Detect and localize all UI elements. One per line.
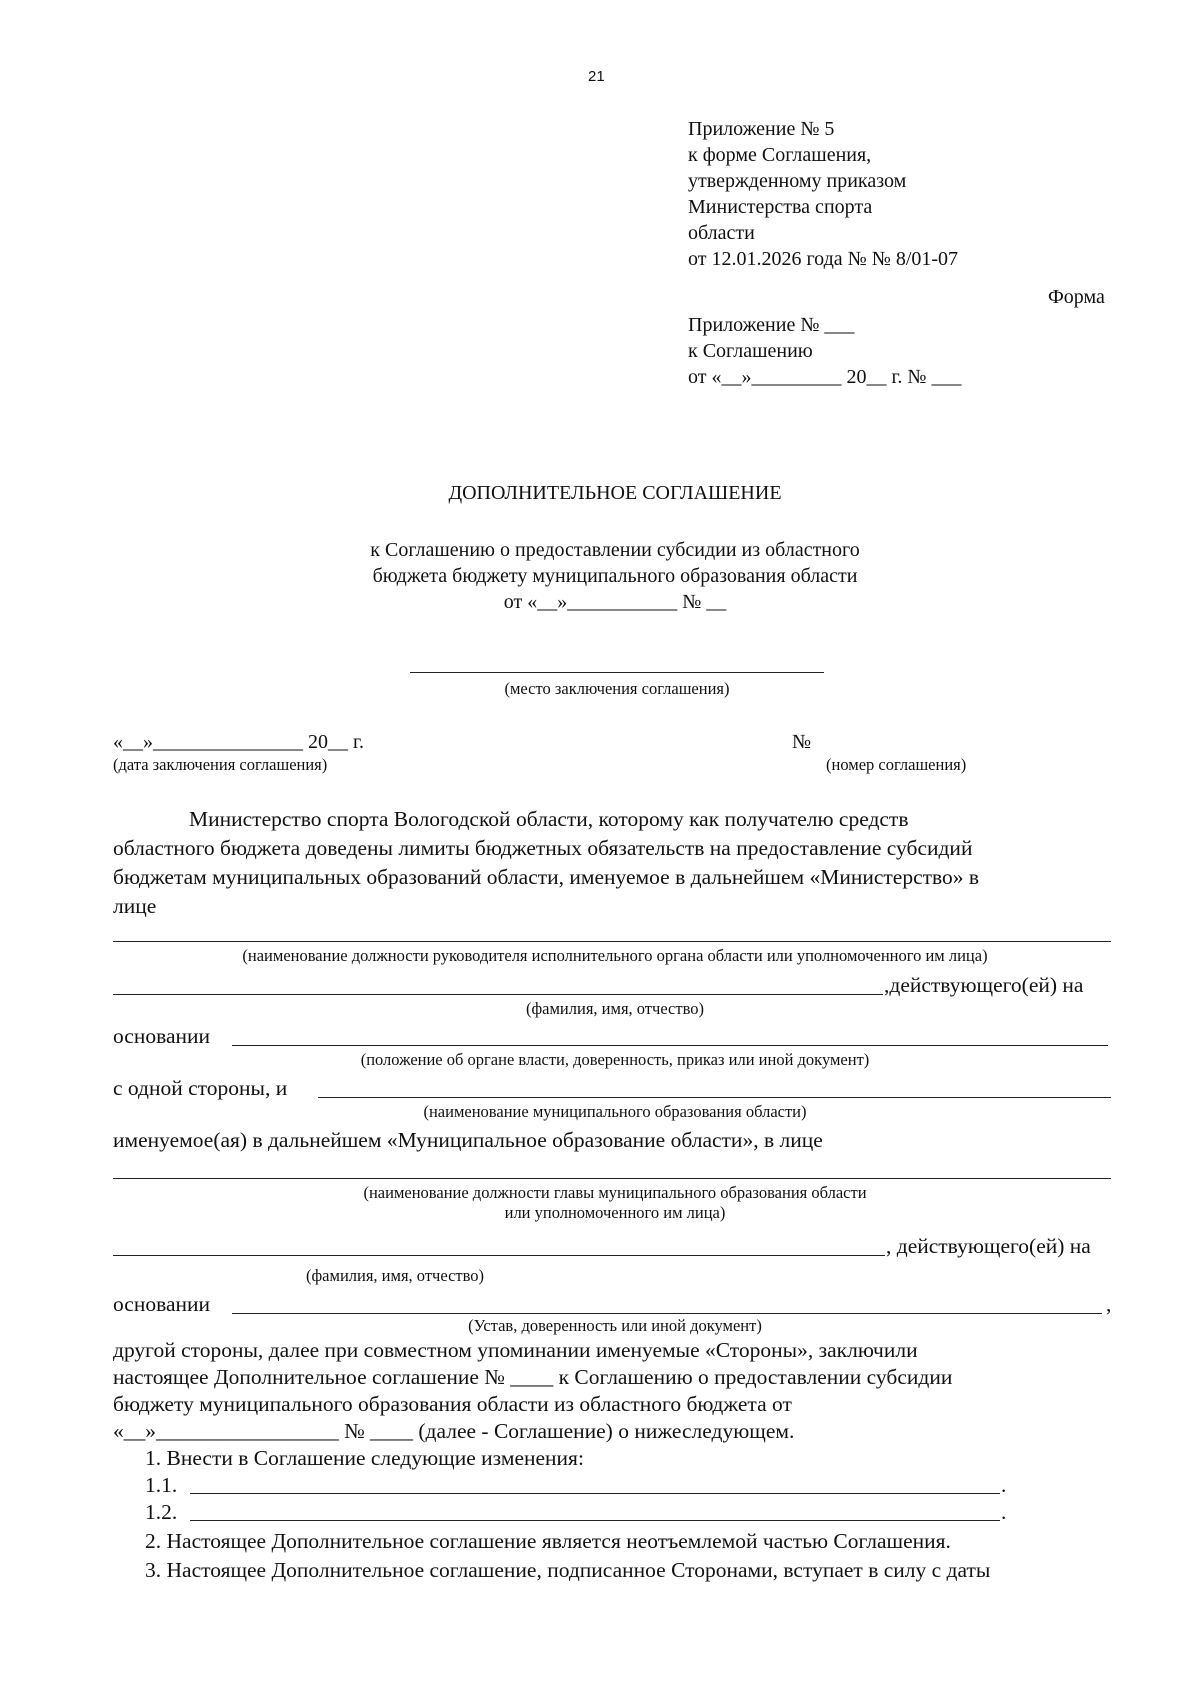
basis-underline-2 (232, 1313, 1102, 1314)
closing-line: «__»_________________ № ____ (далее - Соглашение) о нижеследующем. (113, 1419, 795, 1443)
fio-caption-2: (фамилия, имя, отчество) (306, 1266, 485, 1285)
item-1-1-dot: . (1001, 1473, 1007, 1497)
subtitle-line: к Соглашению о предоставлении субсидии из областного (370, 539, 860, 561)
item-1-2-dot: . (1001, 1500, 1007, 1524)
fio-underline-2 (113, 1255, 885, 1256)
head-position-underline (113, 941, 1111, 942)
item-1-1-label: 1.1. (145, 1473, 178, 1497)
appendix-line: области (688, 222, 755, 244)
intro-line: Министерство спорта Вологодской области, которому как получателю средств (189, 807, 909, 831)
date-caption: (дата заключения соглашения) (113, 755, 328, 774)
mun-head-caption (0, 1183, 1200, 1223)
mun-head-caption-line: или уполномоченного им лица) (504, 1203, 726, 1222)
basis-underline (232, 1045, 1108, 1046)
number-sign: № (792, 731, 812, 753)
appendix-line: Приложение № 5 (688, 118, 835, 140)
closing-line: другой стороны, далее при совместном упоминании именуемые «Стороны», заключили (113, 1338, 918, 1362)
fio-caption: (фамилия, имя, отчество) (525, 999, 705, 1018)
basis-caption-2: (Устав, доверенность или иной документ) (468, 1316, 762, 1335)
closing-line: бюджету муниципального образования области из областного бюджета от (113, 1392, 792, 1416)
number-caption: (номер соглашения) (826, 755, 967, 774)
fio-underline (113, 994, 883, 995)
basis-comma: , (1106, 1292, 1112, 1316)
municipality-caption: (наименование муниципального образования области) (423, 1102, 807, 1121)
place-underline (410, 672, 824, 673)
place-caption: (место заключения соглашения) (504, 679, 730, 698)
intro-line: бюджетам муниципальных образований области, именуемое в дальнейшем «Министерство» в (113, 865, 980, 889)
mun-head-underline (113, 1178, 1111, 1179)
page-number: 21 (588, 68, 605, 85)
appendix-line: от 12.01.2026 года № № 8/01-07 (688, 248, 959, 270)
item-2: 2. Настоящее Дополнительное соглашение является неотъемлемой частью Соглашения. (145, 1529, 951, 1553)
closing-line: настоящее Дополнительное соглашение № ____ к Соглашению о предоставлении субсидии (113, 1365, 953, 1389)
intro-line: областного бюджета доведены лимиты бюджетных обязательств на предоставление субсидий (113, 836, 973, 860)
document-subtitle (0, 537, 1200, 615)
acting-text: ,действующего(ей) на (884, 973, 1084, 997)
basis-caption: (положение об органе власти, доверенность, приказ или иной документ) (360, 1050, 870, 1069)
attachment-block (688, 312, 962, 390)
item-3: 3. Настоящее Дополнительное соглашение, подписанное Сторонами, вступает в силу с даты (145, 1558, 991, 1582)
attachment-line: от «__»_________ 20__ г. № ___ (688, 366, 962, 388)
item-1-2-underline (190, 1520, 1000, 1521)
subtitle-line: бюджета бюджету муниципального образования области (372, 565, 858, 587)
appendix-line: к форме Соглашения, (688, 144, 872, 166)
basis-label-2: основании (113, 1292, 211, 1316)
item-1-2-label: 1.2. (145, 1500, 178, 1524)
intro-line: лице (113, 894, 157, 918)
mun-head-caption-line: (наименование должности главы муниципального образования области (363, 1183, 867, 1202)
appendix-line: утвержденному приказом (688, 170, 907, 192)
document-title: ДОПОЛНИТЕЛЬНОЕ СОГЛАШЕНИЕ (448, 482, 782, 504)
named-municipality: именуемое(ая) в дальнейшем «Муниципальное образование области», в лице (113, 1128, 823, 1152)
subtitle-line: от «__»___________ № __ (503, 591, 727, 613)
attachment-line: к Соглашению (688, 340, 813, 362)
one-side-label: с одной стороны, и (113, 1076, 288, 1100)
acting-text-2: , действующего(ей) на (886, 1234, 1091, 1258)
municipality-underline (318, 1097, 1111, 1098)
item-1: 1. Внести в Соглашение следующие изменения: (145, 1446, 584, 1470)
forma-label: Форма (1048, 286, 1105, 308)
date-field: «__»_______________ 20__ г. (113, 731, 364, 753)
appendix-block (688, 116, 958, 272)
attachment-line: Приложение № ___ (688, 314, 855, 336)
item-1-1-underline (190, 1493, 1000, 1494)
head-position-caption: (наименование должности руководителя исполнительного органа области или уполномоченного им лица) (242, 946, 988, 965)
basis-label: основании (113, 1024, 211, 1048)
appendix-line: Министерства спорта (688, 196, 873, 218)
